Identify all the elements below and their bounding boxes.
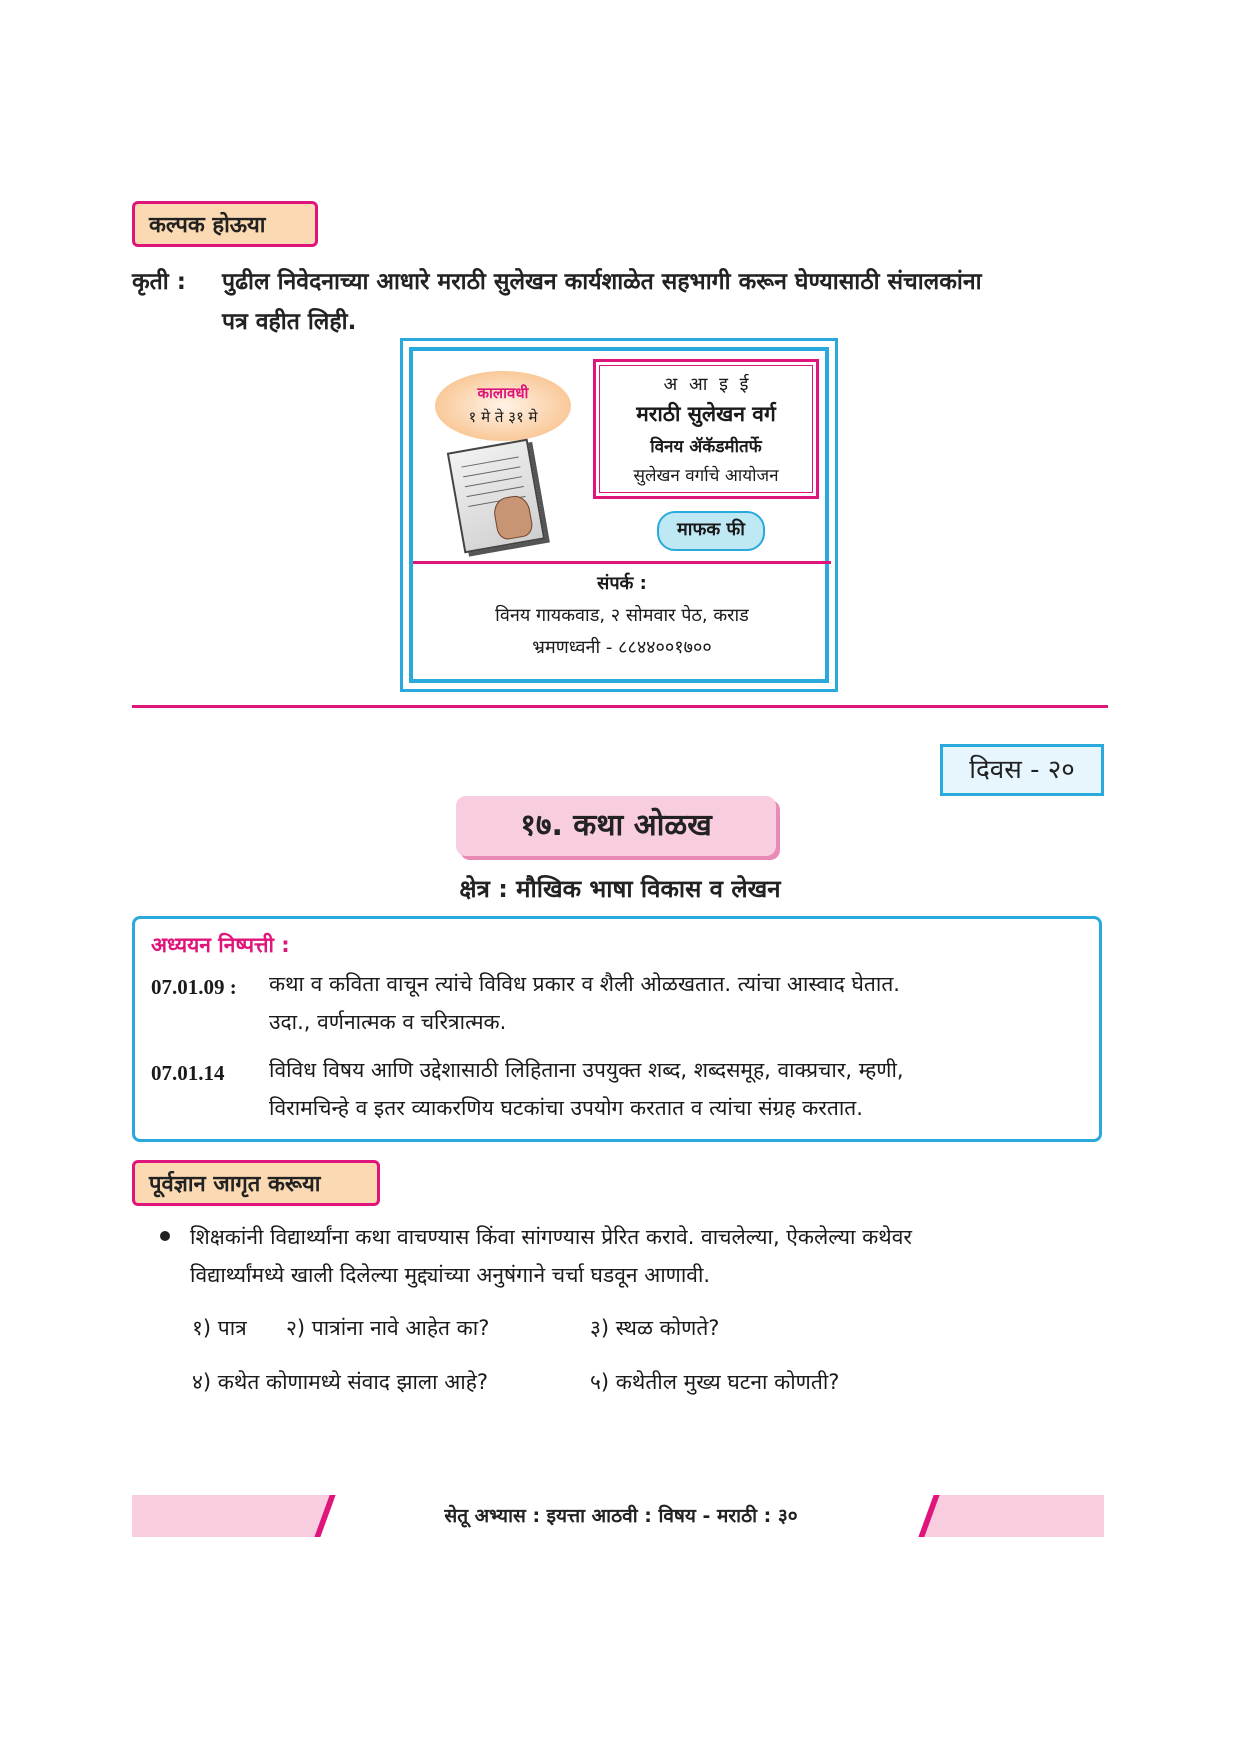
- duration-oval: [435, 371, 571, 441]
- class-title: मराठी सुलेखन वर्ग: [636, 402, 776, 426]
- fee-badge: [657, 511, 765, 551]
- organizer: विनय ॲकॅडमीतर्फे: [650, 437, 762, 457]
- devanagari-letters: अ आ इ ई: [663, 374, 749, 395]
- outcome-line: विरामचिन्हे व इतर व्याकरणिय घटकांचा उपयोग करतात व त्यांचा संग्रह करतात.: [269, 1096, 863, 1120]
- notice-divider: [413, 561, 831, 564]
- contact-section: [413, 571, 831, 659]
- duration-value: १ मे ते ३१ मे: [468, 408, 538, 426]
- question-item: ५) कथेतील मुख्य घटना कोणती?: [590, 1370, 840, 1394]
- contact-label: संपर्क :: [597, 573, 647, 594]
- footer-text: सेतू अभ्यास : इयत्ता आठवी : विषय - मराठी : ३०: [444, 1505, 798, 1527]
- outcomes-heading: अध्ययन निष्पत्ती :: [151, 933, 290, 957]
- learning-outcomes-box: [132, 916, 1102, 1142]
- section-tag-label: कल्पक होऊया: [149, 213, 266, 238]
- activity-line-1: पुढील निवेदनाच्या आधारे मराठी सुलेखन कार्यशाळेत सहभागी करून घेण्यासाठी संचालकांना: [222, 269, 982, 295]
- fee-label: माफक फी: [677, 519, 745, 540]
- question-item: ४) कथेत कोणामध्ये संवाद झाला आहे?: [192, 1370, 489, 1394]
- question-item: ३) स्थळ कोणते?: [590, 1316, 720, 1340]
- notice-title-box: [593, 359, 819, 499]
- activity-block: [132, 262, 1132, 342]
- bullet-dot-icon: [160, 1231, 170, 1241]
- hand-pen-icon: [492, 494, 535, 542]
- contact-address: विनय गायकवाड, २ सोमवार पेठ, कराड: [495, 605, 749, 626]
- chapter-title-text: १७. कथा ओळख: [520, 808, 712, 843]
- duration-label: कालावधी: [477, 384, 529, 402]
- section-tag-label: पूर्वज्ञान जागृत करूया: [149, 1172, 321, 1197]
- activity-text: [222, 262, 1122, 342]
- notice-poster: [400, 338, 838, 692]
- learning-area-text: क्षेत्र : मौखिक भाषा विकास व लेखन: [459, 875, 781, 903]
- outcome-text: [269, 1051, 1089, 1127]
- section-tag-creative: [132, 201, 318, 247]
- day-badge: [940, 744, 1104, 796]
- outcome-text: [269, 965, 1089, 1041]
- section-divider: [132, 705, 1108, 708]
- chapter-title: [456, 796, 776, 856]
- outcome-code: 07.01.09 :: [151, 975, 237, 999]
- activity-line-2: पत्र वहीत लिही.: [222, 309, 357, 335]
- outcome-line: उदा., वर्णनात्मक व चरित्रात्मक.: [269, 1010, 507, 1034]
- handwriting-book-illustration: [447, 439, 545, 554]
- event-subtitle: सुलेखन वर्गाचे आयोजन: [633, 466, 779, 486]
- outcome-line: कथा व कविता वाचून त्यांचे विविध प्रकार व शैली ओळखतात. त्यांचा आस्वाद घेतात.: [269, 972, 900, 996]
- bullet-paragraph: [190, 1218, 1110, 1294]
- bullet-line: विद्यार्थ्यांमध्ये खाली दिलेल्या मुद्द्यांच्या अनुषंगाने चर्चा घडवून आणावी.: [190, 1263, 711, 1287]
- activity-label: कृती :: [132, 269, 186, 295]
- bullet-line: शिक्षकांनी विद्यार्थ्यांना कथा वाचण्यास किंवा सांगण्यास प्रेरित करावे. वाचलेल्या, ऐकलेल्या कथेवर: [190, 1225, 912, 1249]
- question-item: २) पात्रांना नावे आहेत का?: [286, 1316, 490, 1340]
- contact-phone: भ्रमणध्वनी - ८८४४००१७००: [532, 637, 712, 658]
- outcome-code: 07.01.14: [151, 1061, 225, 1085]
- learning-area: [320, 872, 920, 905]
- day-label: दिवस - २०: [969, 755, 1075, 785]
- outcome-line: विविध विषय आणि उद्देशासाठी लिहिताना उपयुक्त शब्द, शब्दसमूह, वाक्प्रचार, म्हणी,: [269, 1058, 904, 1082]
- question-item: १) पात्र: [192, 1316, 247, 1340]
- section-tag-prior-knowledge: [132, 1160, 380, 1206]
